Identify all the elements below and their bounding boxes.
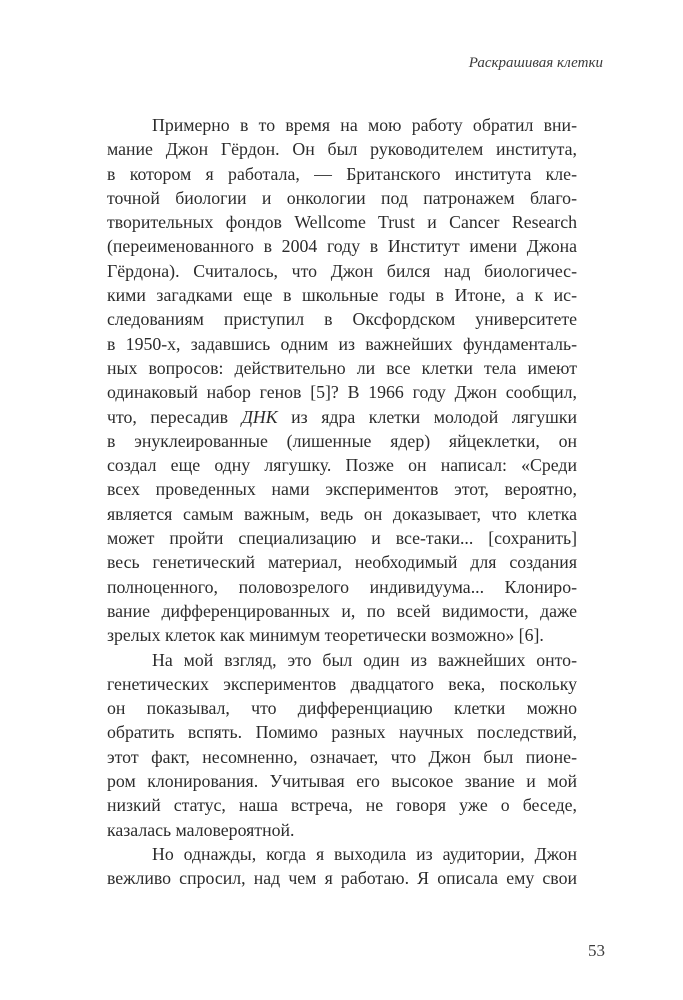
text-line: может пройти специализацию и все-таки... [сохранить] [107,528,577,549]
text-line: На мой взгляд, это был один из важнейших онто- [152,649,577,670]
text-line: полноценного, половозрелого индивидуума... Клониро- [107,576,577,597]
text-line: в 1950-х, задавшись одним из важнейших фундаменталь- [107,333,577,354]
text-line: следованиям приступил в Оксфордском университете [107,309,577,330]
text-line: одинаковый набор генов [5]? В 1966 году Джон сообщил, [107,382,577,403]
text-line: казалась маловероятной. [107,819,295,840]
text-line: ных вопросов: действительно ли все клетки тела имеют [107,357,577,378]
text-fragment: что, пересадив [107,406,228,427]
text-line: весь генетический материал, необходимый для создания [107,552,577,573]
text-line: кими загадками еще в школьные годы в Итоне, а к ис- [107,285,577,306]
text-line: мание Джон Гёрдон. Он был руководителем института, [107,139,577,160]
text-line: Примерно в то время на мою работу обратил вни- [152,115,577,135]
text-line: Гёрдона). Считалось, что Джон бился над биологичес- [107,260,577,281]
text-line: всех проведенных нами экспериментов этот, вероятно, [107,479,577,500]
text-line: в котором я работала, — Британского института кле- [107,163,577,184]
text-line: является самым важным, ведь он доказывает, что клетка [107,503,577,524]
running-head: Раскрашивая клетки [468,55,603,71]
emphasis-dna: ДНК [241,406,278,427]
text-line: он показывал, что дифференциацию клетки можно [107,698,577,719]
text-line [107,405,577,429]
text-line: генетических экспериментов двадцатого века, поскольку [107,673,577,694]
text-line: обратить вспять. Помимо разных научных последствий, [107,722,577,743]
text-line: зрелых клеток как минимум теоретически возможно» [6]. [107,625,544,646]
text-fragment: из ядра клетки молодой лягушки [291,406,577,427]
text-line: вежливо спросил, над чем я работаю. Я описала ему свои [107,868,577,889]
text-line: ром клонирования. Учитывая его высокое звание и мой [107,771,577,792]
text-line: творительных фондов Wellcome Trust и Cancer Research [107,212,577,233]
text-line: точной биологии и онкологии под патронажем благо- [107,187,577,208]
text-line: создал еще одну лягушку. Позже он написал: «Среди [107,455,577,476]
text-line: этот факт, несомненно, означает, что Джон был пионе- [107,746,577,767]
text-line: Но однажды, когда я выходила из аудитории, Джон [152,843,577,864]
body-text [107,113,577,891]
text-line: (переименованного в 2004 году в Институт имени Джона [107,236,577,257]
text-line: вание дифференцированных и, по всей видимости, даже [107,600,577,621]
text-line: низкий статус, наша встреча, не говоря уже о беседе, [107,795,577,816]
page-number: 53 [588,941,605,960]
text-line: в энуклеированные (лишенные ядер) яйцеклетки, он [107,430,577,451]
